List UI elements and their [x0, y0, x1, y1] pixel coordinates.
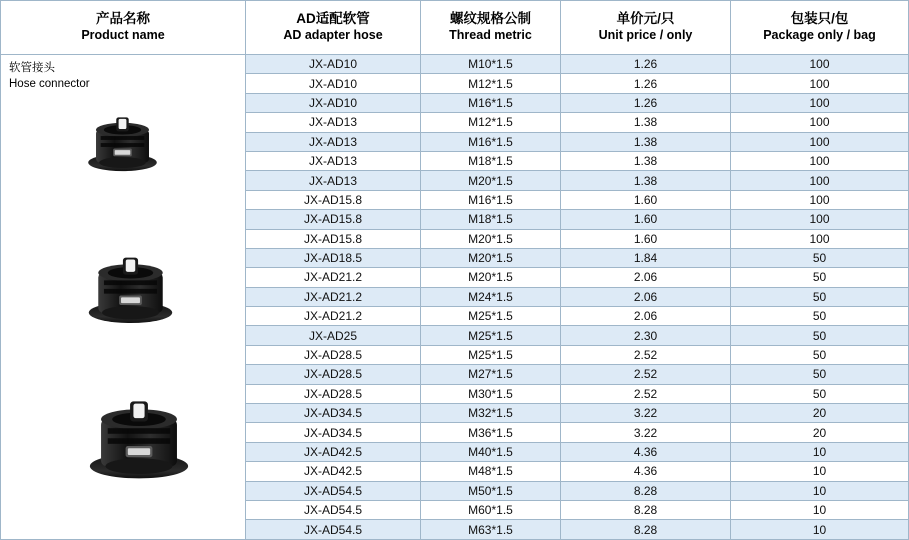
package-qty-cell: 50: [731, 307, 909, 326]
package-qty-cell: 100: [731, 151, 909, 170]
product-cell-content: [1, 55, 245, 539]
package-qty-cell: 100: [731, 55, 909, 74]
ad-code-cell: JX-AD18.5: [246, 248, 421, 267]
ad-code-cell: JX-AD13: [246, 113, 421, 132]
ad-code-cell: JX-AD21.2: [246, 307, 421, 326]
ad-code-cell: JX-AD54.5: [246, 500, 421, 519]
thread-spec-cell: M25*1.5: [421, 307, 561, 326]
ad-code-cell: JX-AD42.5: [246, 442, 421, 461]
unit-price-cell: 2.06: [561, 307, 731, 326]
ad-code-cell: JX-AD13: [246, 151, 421, 170]
unit-price-cell: 8.28: [561, 520, 731, 539]
thread-spec-cell: M27*1.5: [421, 365, 561, 384]
ad-code-cell: JX-AD13: [246, 132, 421, 151]
package-qty-cell: 100: [731, 190, 909, 209]
ad-code-cell: JX-AD34.5: [246, 404, 421, 423]
unit-price-cell: 2.06: [561, 287, 731, 306]
hose-connector-large-icon: [85, 388, 193, 484]
ad-code-cell: JX-AD28.5: [246, 345, 421, 364]
unit-price-cell: 1.60: [561, 190, 731, 209]
hose-connector-medium-icon: [85, 246, 176, 328]
column-header-ad-adapter-hose-en: AD adapter hose: [283, 27, 383, 42]
ad-code-cell: JX-AD28.5: [246, 365, 421, 384]
unit-price-cell: 2.52: [561, 345, 731, 364]
thread-spec-cell: M50*1.5: [421, 481, 561, 500]
package-qty-cell: 100: [731, 113, 909, 132]
thread-spec-cell: M36*1.5: [421, 423, 561, 442]
package-qty-cell: 100: [731, 93, 909, 112]
unit-price-cell: 8.28: [561, 500, 731, 519]
unit-price-cell: 2.52: [561, 384, 731, 403]
column-header-product-name-en: Product name: [81, 27, 165, 42]
ad-code-cell: JX-AD54.5: [246, 520, 421, 539]
product-images: [7, 98, 245, 498]
column-header-product-name-cn: 产品名称: [96, 10, 150, 26]
unit-price-cell: 4.36: [561, 442, 731, 461]
column-header-thread-metric-cn: 螺纹规格公制: [450, 10, 531, 26]
thread-spec-cell: M18*1.5: [421, 210, 561, 229]
package-qty-cell: 50: [731, 365, 909, 384]
thread-spec-cell: M25*1.5: [421, 345, 561, 364]
ad-code-cell: JX-AD28.5: [246, 384, 421, 403]
package-qty-cell: 50: [731, 384, 909, 403]
package-qty-cell: 20: [731, 404, 909, 423]
unit-price-cell: 8.28: [561, 481, 731, 500]
table-row: [1, 55, 909, 74]
unit-price-cell: 1.38: [561, 151, 731, 170]
thread-spec-cell: M48*1.5: [421, 462, 561, 481]
product-name-cell: [1, 55, 246, 540]
thread-spec-cell: M20*1.5: [421, 171, 561, 190]
package-qty-cell: 100: [731, 171, 909, 190]
column-header-unit-price-cn: 单价元/只: [616, 10, 675, 26]
thread-spec-cell: M24*1.5: [421, 287, 561, 306]
ad-code-cell: JX-AD54.5: [246, 481, 421, 500]
hose-connector-small-icon: [85, 108, 160, 175]
column-header-package-cn: 包装只/包: [790, 10, 849, 26]
unit-price-cell: 3.22: [561, 423, 731, 442]
unit-price-cell: 2.30: [561, 326, 731, 345]
thread-spec-cell: M32*1.5: [421, 404, 561, 423]
column-header-unit-price: [561, 1, 731, 55]
unit-price-cell: 1.60: [561, 229, 731, 248]
thread-spec-cell: M60*1.5: [421, 500, 561, 519]
unit-price-cell: 1.84: [561, 248, 731, 267]
package-qty-cell: 100: [731, 132, 909, 151]
ad-code-cell: JX-AD10: [246, 74, 421, 93]
thread-spec-cell: M18*1.5: [421, 151, 561, 170]
package-qty-cell: 10: [731, 481, 909, 500]
thread-spec-cell: M12*1.5: [421, 74, 561, 93]
package-qty-cell: 10: [731, 442, 909, 461]
package-qty-cell: 100: [731, 74, 909, 93]
unit-price-cell: 1.38: [561, 171, 731, 190]
package-qty-cell: 10: [731, 500, 909, 519]
thread-spec-cell: M16*1.5: [421, 132, 561, 151]
table-header: [1, 1, 909, 55]
thread-spec-cell: M25*1.5: [421, 326, 561, 345]
column-header-ad-adapter-hose-cn: AD适配软管: [296, 10, 370, 26]
column-header-thread-metric-en: Thread metric: [449, 27, 532, 42]
column-header-ad-adapter-hose: [246, 1, 421, 55]
unit-price-cell: 2.52: [561, 365, 731, 384]
ad-code-cell: JX-AD21.2: [246, 287, 421, 306]
package-qty-cell: 100: [731, 210, 909, 229]
package-qty-cell: 50: [731, 326, 909, 345]
column-header-package-en: Package only / bag: [763, 27, 876, 42]
ad-code-cell: JX-AD15.8: [246, 190, 421, 209]
unit-price-cell: 4.36: [561, 462, 731, 481]
thread-spec-cell: M12*1.5: [421, 113, 561, 132]
package-qty-cell: 50: [731, 345, 909, 364]
thread-spec-cell: M20*1.5: [421, 268, 561, 287]
unit-price-cell: 1.38: [561, 113, 731, 132]
unit-price-cell: 1.26: [561, 55, 731, 74]
column-header-unit-price-en: Unit price / only: [598, 27, 693, 42]
ad-code-cell: JX-AD10: [246, 93, 421, 112]
unit-price-cell: 2.06: [561, 268, 731, 287]
package-qty-cell: 20: [731, 423, 909, 442]
unit-price-cell: 1.26: [561, 74, 731, 93]
ad-code-cell: JX-AD42.5: [246, 462, 421, 481]
ad-code-cell: JX-AD15.8: [246, 210, 421, 229]
thread-spec-cell: M30*1.5: [421, 384, 561, 403]
column-header-product-name: [1, 1, 246, 55]
column-header-thread-metric: [421, 1, 561, 55]
ad-code-cell: JX-AD21.2: [246, 268, 421, 287]
product-label: [7, 61, 245, 92]
unit-price-cell: 1.60: [561, 210, 731, 229]
package-qty-cell: 50: [731, 287, 909, 306]
column-header-package: [731, 1, 909, 55]
ad-code-cell: JX-AD10: [246, 55, 421, 74]
thread-spec-cell: M16*1.5: [421, 190, 561, 209]
ad-code-cell: JX-AD13: [246, 171, 421, 190]
thread-spec-cell: M16*1.5: [421, 93, 561, 112]
package-qty-cell: 10: [731, 520, 909, 539]
thread-spec-cell: M63*1.5: [421, 520, 561, 539]
package-qty-cell: 50: [731, 248, 909, 267]
thread-spec-cell: M20*1.5: [421, 229, 561, 248]
table-body: [1, 55, 909, 540]
unit-price-cell: 1.26: [561, 93, 731, 112]
ad-code-cell: JX-AD25: [246, 326, 421, 345]
package-qty-cell: 100: [731, 229, 909, 248]
thread-spec-cell: M40*1.5: [421, 442, 561, 461]
thread-spec-cell: M10*1.5: [421, 55, 561, 74]
unit-price-cell: 1.38: [561, 132, 731, 151]
ad-code-cell: JX-AD34.5: [246, 423, 421, 442]
thread-spec-cell: M20*1.5: [421, 248, 561, 267]
table-header-row: [1, 1, 909, 55]
package-qty-cell: 10: [731, 462, 909, 481]
product-label-cn: 软管接头: [9, 62, 55, 74]
unit-price-cell: 3.22: [561, 404, 731, 423]
package-qty-cell: 50: [731, 268, 909, 287]
product-label-en: Hose connector: [9, 77, 90, 90]
ad-code-cell: JX-AD15.8: [246, 229, 421, 248]
